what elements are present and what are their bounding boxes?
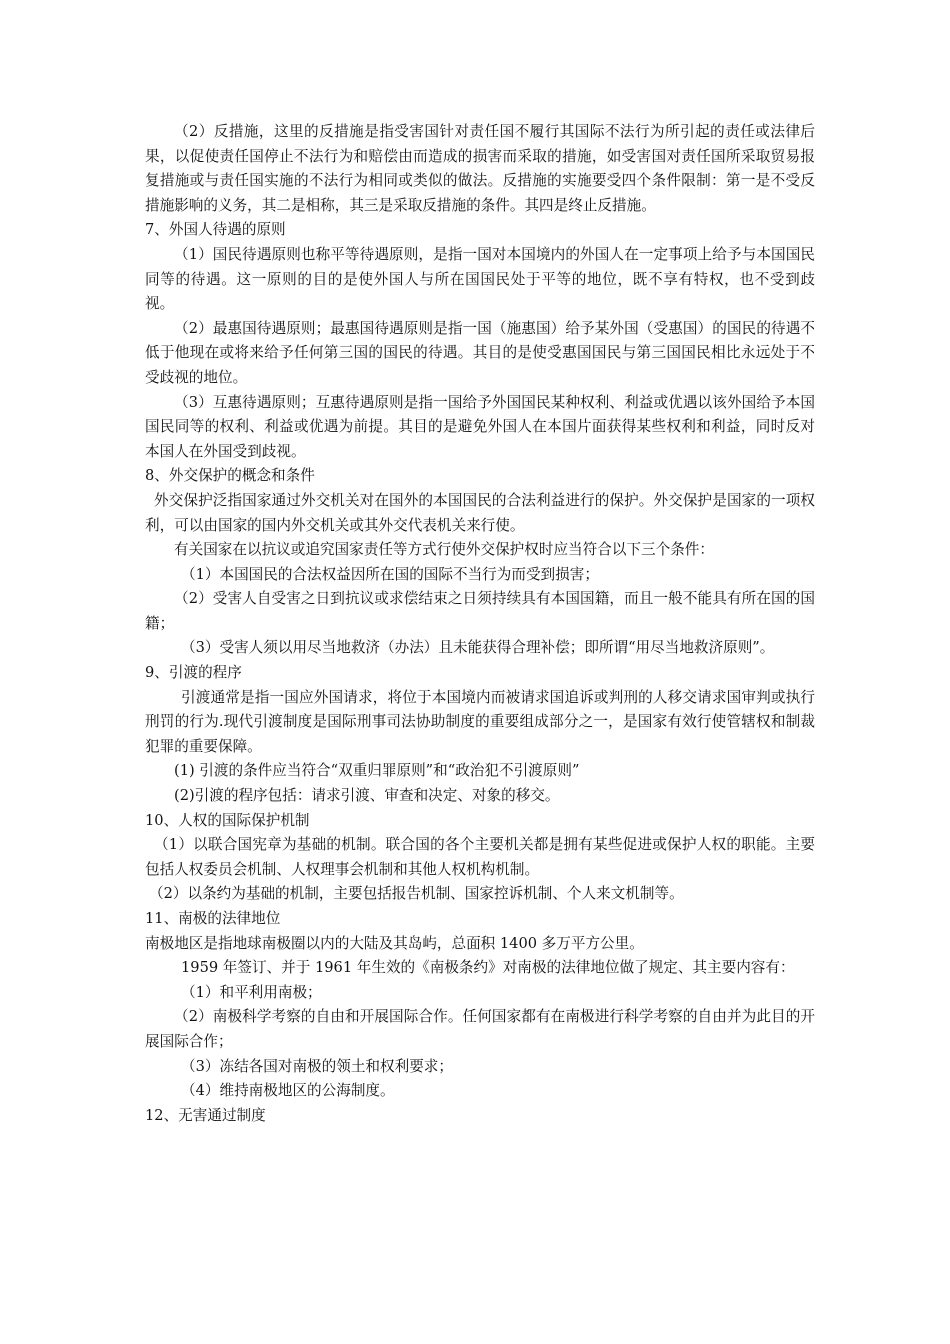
paragraph-antarctic-treaty: 1959 年签订、并于 1961 年生效的《南极条约》对南极的法律地位做了规定、其主要内容有： [181,959,795,977]
paragraph-diplomatic-protection-definition: 外交保护泛指国家通过外交机关对在国外的本国国民的合法利益进行的保护。外交保护是国家的一项权利，可以由国家的国内外交机关或其外交代表机关来行使。 [145,491,815,534]
heading-alien-treatment: 7、外国人待遇的原则 [145,221,286,239]
paragraph-antarctica-item-2: （2）南极科学考察的自由和开展国际合作。任何国家都有在南极进行科学考察的自由并为此目的开展国际合作； [145,1008,815,1050]
paragraph-extradition-procedure: (2)引渡的程序包括：请求引渡、审查和决定、对象的移交。 [174,787,560,805]
paragraph-condition-1: （1）本国国民的合法权益因所在国的国际不当行为而受到损害； [181,565,599,583]
paragraph-reciprocal-treatment: （3）互惠待遇原则；互惠待遇原则是指一国给予外国国民某种权利、利益或优遇以该外国给予本国国民同等的权利、利益或优遇为前提。其目的是避免外国人在本国片面获得某些权利和利益，同时反对本国人在外国受到歧视。 [145,393,815,460]
paragraph-charter-mechanism: （1）以联合国宪章为基础的机制。联合国的各个主要机关都是拥有某些促进或保护人权的职能。主要包括人权委员会机制、人权理事会机制和其他人权机构机制。 [145,836,815,878]
paragraph-countermeasures: （2）反措施，这里的反措施是指受害国针对责任国不履行其国际不法行为所引起的责任或法律后果，以促使责任国停止不法行为和赔偿由而造成的损害而采取的措施，如受害国对责任国所采取贸易报复措施或与责任国实施的不法行为相同或类似的做法。反措施的实施要受四个条件限制：第一是不受反措施影响的义务，其二是相称，其三是采取反措施的条件。其四是终止反措施。 [145,123,815,214]
heading-diplomatic-protection: 8、外交保护的概念和条件 [145,467,315,485]
paragraph-antarctica-item-3: （3）冻结各国对南极的领土和权利要求； [181,1057,453,1075]
paragraph-treaty-mechanism: （2）以条约为基础的机制，主要包括报告机制、国家控诉机制、个人来文机制等。 [149,885,684,903]
paragraph-antarctica-item-4: （4）维持南极地区的公海制度。 [181,1082,395,1100]
paragraph-antarctica-definition: 南极地区是指地球南极圈以内的大陆及其岛屿，总面积 1400 多万平方公里。 [145,934,644,952]
heading-antarctica: 11、南极的法律地位 [145,910,281,927]
paragraph-condition-2: （2）受害人自受害之日到抗议或求偿结束之日须持续具有本国国籍，而且一般不能具有所在国的国籍； [145,590,815,632]
document-body [145,120,815,1128]
heading-human-rights: 10、人权的国际保护机制 [145,811,310,829]
paragraph-extradition-definition: 引渡通常是指一国应外国请求，将位于本国境内而被请求国追诉或判刑的人移交请求国审判或执行刑罚的行为.现代引渡制度是国际刑事司法协助制度的重要组成部分之一，是国家有效行使管辖权和制裁犯罪的重要保障。 [145,688,815,755]
paragraph-diplomatic-protection-conditions: 有关国家在以抗议或追究国家责任等方式行使外交保护权时应当符合以下三个条件： [174,541,714,559]
paragraph-extradition-conditions: (1) 引渡的条件应当符合“双重归罪原则”和“政治犯不引渡原则” [174,762,580,780]
paragraph-mfn-treatment: （2）最惠国待遇原则；最惠国待遇原则是指一国（施惠国）给予某外国（受惠国）的国民的待遇不低于他现在或将来给予任何第三国的国民的待遇。其目的是使受惠国国民与第三国国民相比永远处于不受歧视的地位。 [145,319,815,386]
heading-extradition: 9、引渡的程序 [145,664,242,682]
paragraph-national-treatment: （1）国民待遇原则也称平等待遇原则，是指一国对本国境内的外国人在一定事项上给予与本国国民同等的待遇。这一原则的目的是使外国人与所在国国民处于平等的地位，既不享有特权，也不受到歧视。 [145,245,815,313]
paragraph-antarctica-item-1: （1）和平利用南极； [181,983,322,1001]
paragraph-condition-3: （3）受害人须以用尽当地救济（办法）且未能获得合理补偿；即所谓“用尽当地救济原则”。 [181,639,775,657]
heading-innocent-passage: 12、无害通过制度 [145,1106,266,1124]
